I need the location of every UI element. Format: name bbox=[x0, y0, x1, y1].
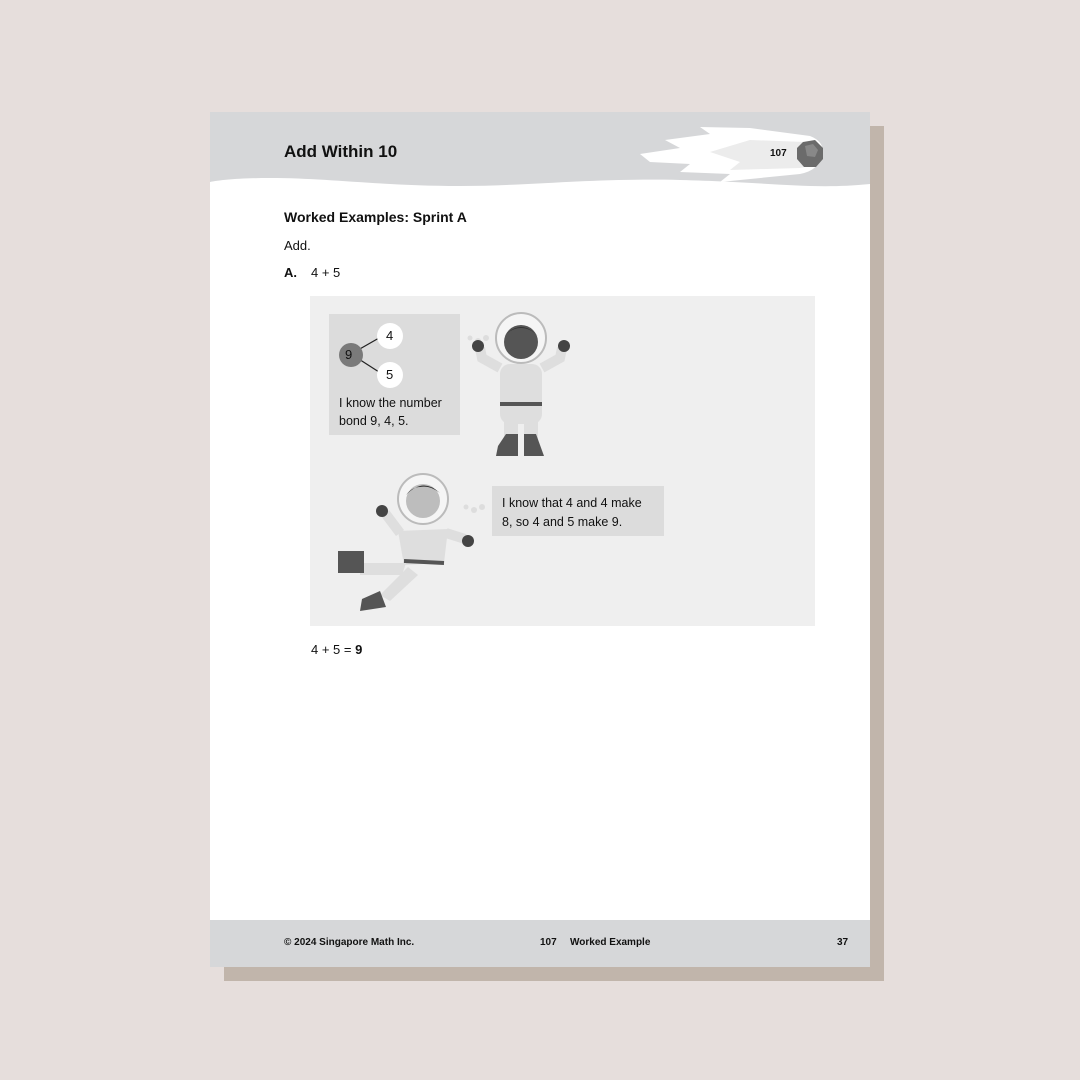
speech-bubble bbox=[492, 486, 664, 536]
page-number: 37 bbox=[837, 937, 849, 948]
bond-part-2: 5 bbox=[386, 367, 394, 382]
worksheet-page bbox=[210, 112, 870, 967]
speech-line-1: I know that 4 and 4 make bbox=[502, 496, 642, 510]
bond-caption-line-2: bond 9, 4, 5. bbox=[339, 414, 409, 428]
astronaut-boy-illustration bbox=[320, 471, 500, 621]
answer-result: 9 bbox=[355, 642, 363, 657]
bond-whole: 9 bbox=[345, 347, 353, 362]
answer-expression: 4 + 5 = bbox=[311, 642, 356, 657]
copyright-text: © 2024 Singapore Math Inc. bbox=[284, 937, 415, 948]
problem-expression: 4 + 5 bbox=[311, 265, 341, 280]
bond-part-1: 4 bbox=[386, 328, 394, 343]
speech-line-2: 8, so 4 and 5 make 9. bbox=[502, 515, 623, 529]
answer-line bbox=[311, 642, 362, 657]
page-title: Add Within 10 bbox=[284, 142, 398, 161]
instruction-text: Add. bbox=[284, 238, 311, 253]
footer-label: Worked Example bbox=[570, 937, 651, 948]
bond-caption-line-1: I know the number bbox=[339, 396, 442, 410]
worked-example-panel bbox=[310, 296, 815, 626]
footer-lesson-number: 107 bbox=[540, 937, 557, 948]
section-title: Worked Examples: Sprint A bbox=[284, 209, 467, 225]
page-footer bbox=[210, 920, 870, 967]
bond-caption bbox=[339, 394, 459, 430]
page-header bbox=[210, 112, 870, 202]
asteroid-icon bbox=[795, 139, 825, 169]
lesson-number: 107 bbox=[770, 148, 787, 159]
number-bond-box bbox=[329, 314, 460, 435]
astronaut-girl-illustration bbox=[460, 306, 580, 466]
problem-label: A. bbox=[284, 265, 297, 280]
